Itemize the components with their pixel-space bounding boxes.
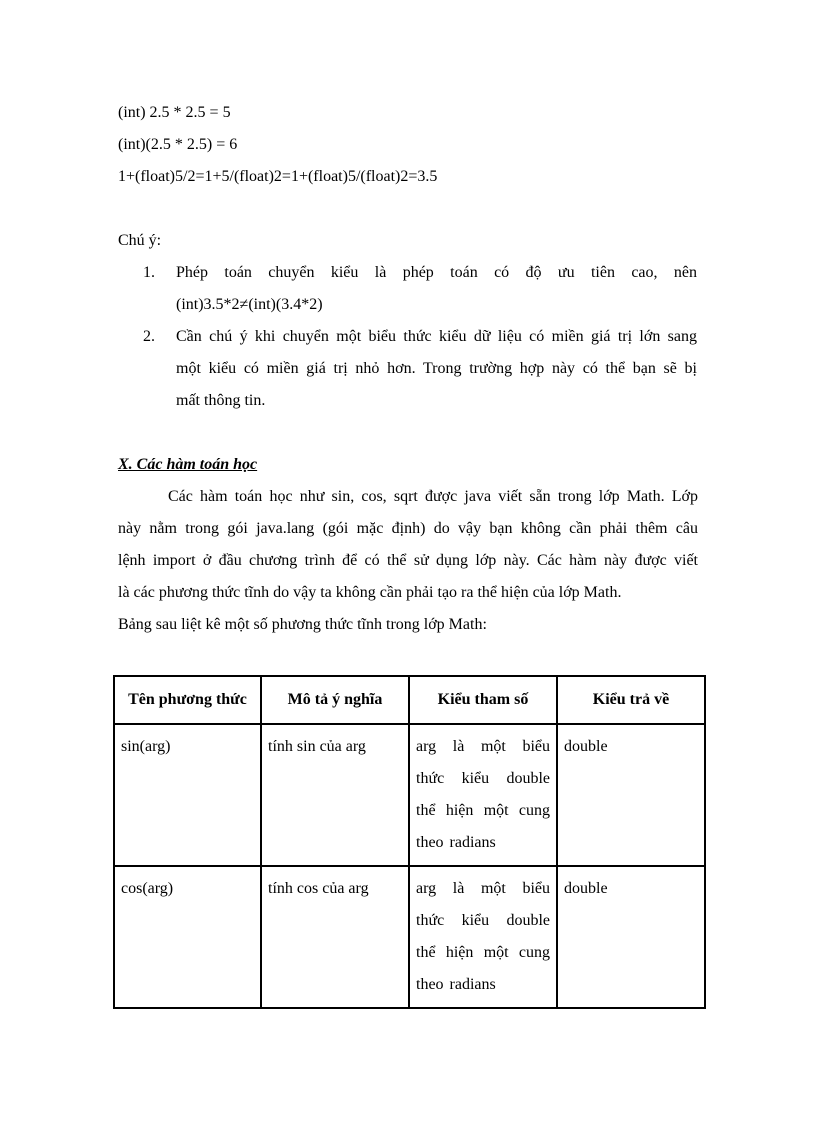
paragraph-line-4: là các phương thức tĩnh do vậy ta không cần phải tạo ra thể hiện của lớp Math. bbox=[118, 584, 622, 601]
cell-param-type: arg là một biểu thức kiểu double thể hiện một cung theo radians bbox=[409, 866, 557, 1008]
note-title: Chú ý: bbox=[118, 232, 162, 249]
header-method-name: Tên phương thức bbox=[114, 676, 261, 724]
cell-method: sin(arg) bbox=[114, 724, 261, 866]
casting-example-3: 1+(float)5/2=1+5/(float)2=1+(float)5/(float)2=3.5 bbox=[118, 168, 438, 185]
cell-return-type: double bbox=[557, 866, 705, 1008]
note-item-2-line-2: một kiểu có miền giá trị nhỏ hơn. Trong trường hợp này có thể bạn sẽ bị bbox=[176, 360, 697, 377]
cell-method: cos(arg) bbox=[114, 866, 261, 1008]
cell-description: tính sin của arg bbox=[261, 724, 409, 866]
cell-description: tính cos của arg bbox=[261, 866, 409, 1008]
table-row bbox=[114, 724, 705, 866]
header-return-type: Kiểu trả về bbox=[557, 676, 705, 724]
note-item-1-number: 1. bbox=[143, 264, 155, 281]
header-param-type: Kiểu tham số bbox=[409, 676, 557, 724]
note-item-1-line-1: Phép toán chuyển kiểu là phép toán có độ ưu tiên cao, nên bbox=[176, 264, 697, 281]
math-methods-table bbox=[113, 675, 706, 1009]
note-item-2-line-1: Cần chú ý khi chuyển một biểu thức kiểu dữ liệu có miền giá trị lớn sang bbox=[176, 328, 697, 345]
casting-example-1: (int) 2.5 * 2.5 = 5 bbox=[118, 104, 231, 121]
note-item-2-line-3: mất thông tin. bbox=[176, 392, 266, 409]
table-row bbox=[114, 866, 705, 1008]
cell-param-type: arg là một biểu thức kiểu double thể hiện một cung theo radians bbox=[409, 724, 557, 866]
table-header-row bbox=[114, 676, 705, 724]
paragraph-line-3: lệnh import ở đầu chương trình để có thể sử dụng lớp này. Các hàm này được viết bbox=[118, 552, 698, 569]
note-item-1-line-2: (int)3.5*2≠(int)(3.4*2) bbox=[176, 296, 323, 313]
paragraph-line-1: Các hàm toán học như sin, cos, sqrt được java viết sẵn trong lớp Math. Lớp bbox=[168, 488, 698, 505]
note-item-2-number: 2. bbox=[143, 328, 155, 345]
paragraph-line-5: Bảng sau liệt kê một số phương thức tĩnh trong lớp Math: bbox=[118, 616, 487, 633]
paragraph-line-2: này nằm trong gói java.lang (gói mặc định) do vậy bạn không cần phải thêm câu bbox=[118, 520, 698, 537]
section-title: X. Các hàm toán học bbox=[118, 456, 258, 473]
header-description: Mô tả ý nghĩa bbox=[261, 676, 409, 724]
casting-example-2: (int)(2.5 * 2.5) = 6 bbox=[118, 136, 238, 153]
cell-return-type: double bbox=[557, 724, 705, 866]
